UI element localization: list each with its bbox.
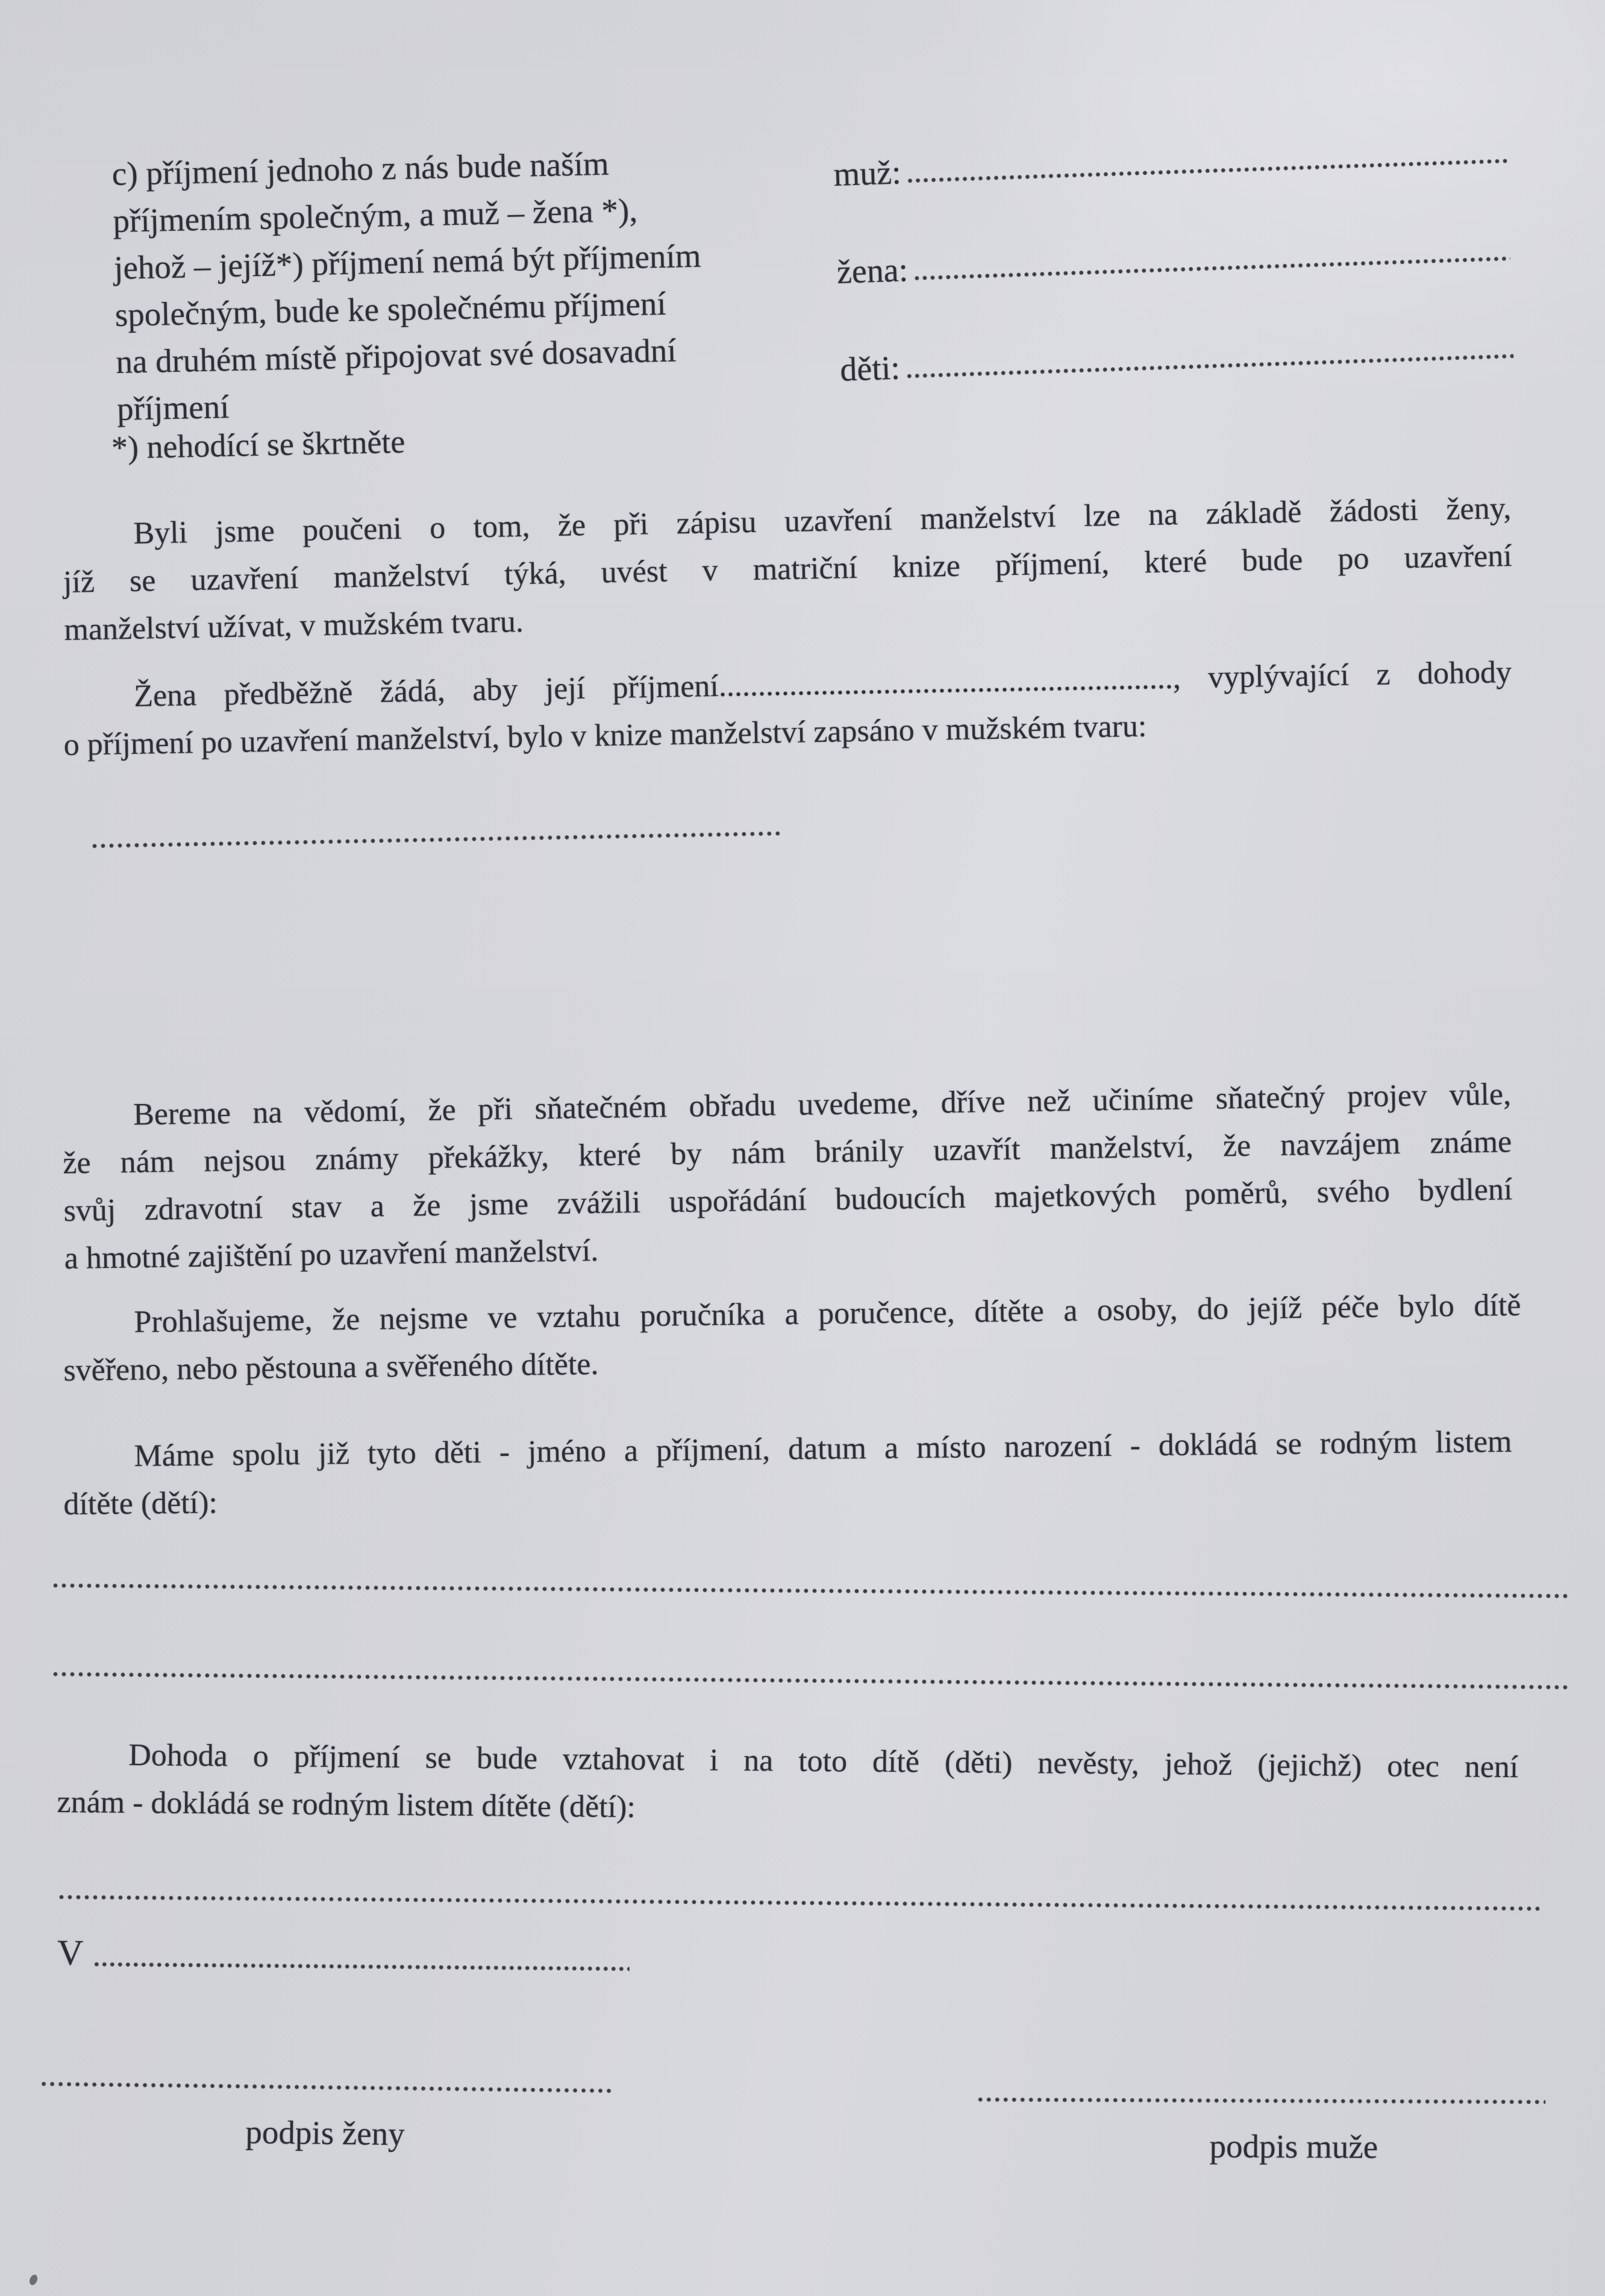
paragraph-line: Dohoda o příjmení se bude vztahovat i na toto dítě (děti) nevěsty, jehož (jejichž) otec není: [128, 1738, 1519, 1785]
paragraph-line: dítěte (dětí):: [63, 1485, 218, 1522]
paragraph-line: Prohlašujeme, že nejsme ve vztahu poručníka a poručence, dítěte a osoby, do jejíž péče bylo dítě: [134, 1288, 1521, 1340]
paragraph-declaration: [63, 1281, 1522, 1394]
place-prefix-label: V: [57, 1933, 84, 1973]
paragraph-agreement: [57, 1731, 1518, 1839]
paragraph-line: Bereme na vědomí, že při sňatečném obřadu uvedeme, dříve než učiníme sňatečný projev vůle,: [133, 1077, 1512, 1132]
woman-dotted-line: [913, 255, 1510, 282]
man-signature-label: podpis muže: [1209, 2127, 1378, 2165]
clause-line: příjmením společným, a muž – žena *),: [112, 191, 638, 240]
paragraph-line: svůj zdravotní stav a že jsme zvážili uspořádání budoucích majetkových poměrů, svého bydlení: [63, 1172, 1513, 1228]
paragraph-acknowledgement: [62, 1070, 1513, 1282]
field-row-man: [833, 121, 1507, 192]
children-blank-line-1: [51, 1582, 1569, 1600]
signature-block-man: [976, 2096, 1545, 2166]
paragraph-notice: [62, 485, 1513, 654]
place-row: [57, 1931, 630, 1978]
man-signature-line: [976, 2096, 1545, 2106]
man-field-label: muž:: [833, 154, 902, 194]
clause-line: společným, bude ke společnému příjmení: [114, 284, 667, 333]
paragraph-line: že nám nejsou známy překážky, které by nám bránily uzavřít manželství, že navzájem známe: [62, 1124, 1512, 1181]
paragraph-line: manželství užívat, v mužském tvaru.: [63, 604, 524, 647]
children-field-label: děti:: [839, 349, 901, 389]
paragraph-line: Žena předběžně žádá, aby její příjmení.........................................................., vyplývající z dohody: [133, 655, 1512, 714]
strike-out-footnote: *) nehodící se škrtněte: [111, 423, 405, 466]
woman-signature-line: [40, 2080, 612, 2095]
paragraph-line: Máme spolu již tyto děti - jméno a příjmení, datum a místo narození - dokládá se rodným listem: [134, 1424, 1512, 1473]
clause-line: příjmení: [116, 388, 230, 427]
paragraph-line: znám - dokládá se rodným listem dítěte (dětí):: [57, 1784, 636, 1825]
paragraph-request: [63, 648, 1513, 769]
clause-line: jehož – jejíž*) příjmení nemá být příjmením: [113, 237, 702, 287]
paragraph-line: svěřeno, nebo pěstouna a svěřeného dítěte.: [63, 1347, 599, 1388]
paragraph-line: Byli jsme poučeni o tom, že při zápisu uzavření manželství lze na základě žádosti ženy,: [133, 491, 1512, 551]
paragraph-children: [63, 1418, 1513, 1528]
children-dotted-line: [905, 353, 1513, 380]
surname-option-c-clause: [111, 136, 816, 433]
surname-fill-in-fields: [833, 121, 1515, 436]
woman-signature-label: podpis ženy: [245, 2113, 405, 2153]
field-row-woman: [836, 219, 1510, 289]
man-dotted-line: [906, 157, 1507, 184]
paragraph-line: a hmotné zajištění po uzavření manželství.: [64, 1233, 599, 1276]
children-blank-line-2: [51, 1670, 1569, 1691]
photo-artifact-speck: [28, 2274, 39, 2286]
clause-line: c) příjmení jednoho z nás bude naším: [111, 145, 610, 193]
paragraph-line: o příjmení po uzavření manželství, bylo v knize manželství zapsáno v mužském tvaru:: [63, 709, 1147, 762]
paragraph-line: jíž se uzavření manželství týká, uvést v matriční knize příjmení, které bude po uzavření: [63, 538, 1513, 600]
surname-male-form-blank-line: [90, 830, 780, 850]
field-row-children: [839, 316, 1514, 387]
clause-line: na druhém místě připojovat své dosavadní: [115, 331, 677, 380]
bride-children-blank-line: [57, 1893, 1542, 1912]
woman-field-label: žena:: [836, 251, 909, 291]
place-dotted-line: [93, 1961, 630, 1973]
signature-block-woman: [39, 2080, 612, 2156]
